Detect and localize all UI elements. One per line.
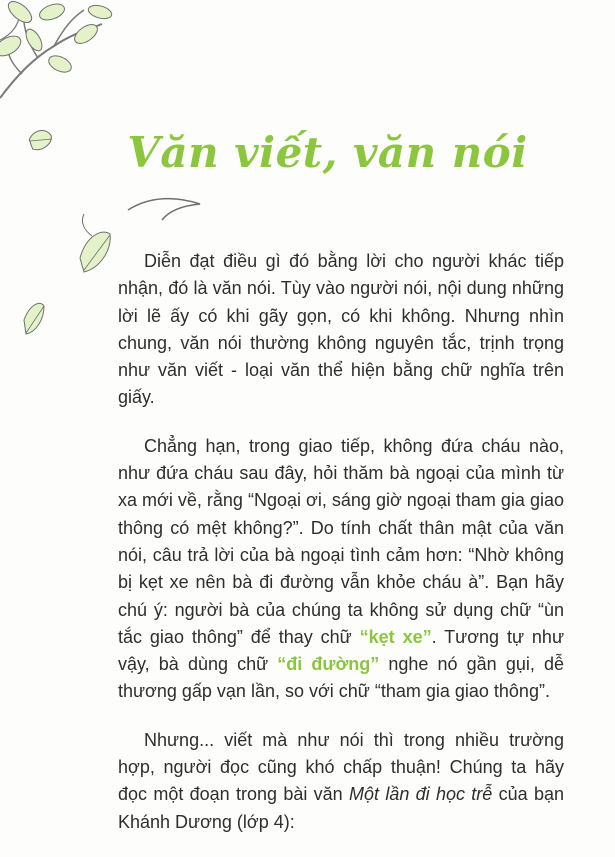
paragraph-text: Nhưng... viết mà như nói thì trong nhiều trường hợp, người đọc cũng khó chấp thuận! Chúng ta hãy đọc một đoạn trong bài văn <box>118 729 564 805</box>
book-title: Một lần đi học trễ <box>349 784 493 805</box>
paragraph <box>118 727 564 836</box>
paragraph-text: . Tương tự như vậy, bà dùng chữ <box>118 626 564 675</box>
tree-branch-illustration <box>0 0 113 98</box>
paragraph-text: Diễn đạt điều gì đó bằng lời cho người khác tiếp nhận, đó là văn nói. Tùy vào người nói, nội dung những lời lẽ ấy có khi gãy gọn, có khi không. Nhưng nhìn chung, văn nói thường không nguyên tắc, trịnh trọng như văn viết - loại văn thể hiện bằng chữ nghĩa trên giấy. <box>118 251 564 408</box>
wind-swirl <box>128 199 200 220</box>
paragraph-text: của bạn Khánh Dương (lớp 4): <box>118 784 564 832</box>
highlighted-term: “đi đường” <box>277 654 380 675</box>
paragraph <box>118 433 564 706</box>
highlighted-term: “kẹt xe” <box>359 626 432 647</box>
page-title: Văn viết, văn nói <box>127 128 528 177</box>
paragraph-text: nghe nó gần gụi, dễ thương gấp vạn lần, so với chữ “tham gia giao thông”. <box>118 654 564 702</box>
paragraph-text: Chẳng hạn, trong giao tiếp, không đứa cháu nào, như đứa cháu sau đây, hỏi thăm bà ngoại của mình từ xa mới về, rằng “Ngoại ơi, sáng giờ ngoại tham gia giao thông có mệt không?”. Do tính chất thân mật của văn nói, câu trả lời của bà ngoại tình cảm hơn: “Nhờ không bị kẹt xe nên bà đi đường vẫn khỏe cháu à”. Bạn hãy chú ý: người bà của chúng ta không sử dụng chữ “ùn tắc giao thông” để thay chữ <box>118 435 564 647</box>
leaf-stem-curl <box>82 214 92 236</box>
paragraph <box>118 248 564 412</box>
article-body <box>118 248 564 857</box>
